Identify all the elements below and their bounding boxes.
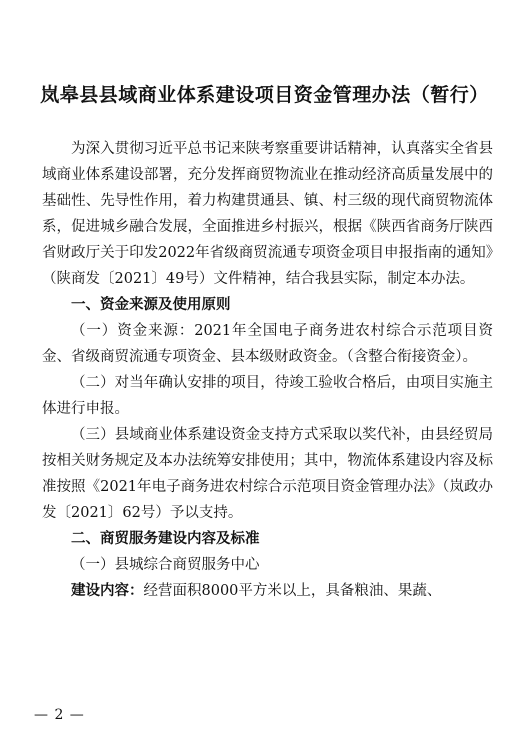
- section-1-item-3: （三）县域商业体系建设资金支持方式采取以奖代补，由县经贸局按相关财务规定及本办法统筹安排使用；其中，物流体系建设内容及标准按照《2021年电子商务进农村综合示范项目资金管理办法》（岚政办发〔2021〕62号）予以支持。: [42, 427, 493, 521]
- content-text: 经营面积8000平方米以上，具备粮油、果蔬、: [143, 583, 442, 599]
- section-2-heading: 二、商贸服务建设内容及标准: [71, 531, 260, 547]
- intro-paragraph: 为深入贯彻习近平总书记来陕考察重要讲话精神，认真落实全省县域商业体系建设部署，充分发挥商贸物流业在推动经济高质量发展中的基础性、先导性作用，着力构建贯通县、镇、村三级的现代商贸物流体系，促进城乡融合发展，全面推进乡村振兴，根据《陕西省商务厅陕西省财政厅关于印发2022年省级商贸流通专项资金项目申报指南的通知》（陕商发〔2021〕49号）文件精神，结合我县实际，制定本办法。: [42, 141, 493, 287]
- document-body: [42, 136, 493, 604]
- section-1-heading: 一、资金来源及使用原则: [71, 297, 231, 313]
- document-title: 岚皋县县域商业体系建设项目资金管理办法（暂行）: [40, 84, 489, 106]
- section-1-item-1: （一）资金来源：2021年全国电子商务进农村综合示范项目资金、省级商贸流通专项资金、县本级财政资金。（含整合衔接资金）。: [42, 323, 493, 365]
- section-1-item-2: （二）对当年确认安排的项目，待竣工验收合格后，由项目实施主体进行申报。: [42, 375, 493, 417]
- section-2-content: [42, 578, 493, 604]
- page-number: — 2 —: [34, 707, 85, 723]
- section-2-subheading: （一）县城综合商贸服务中心: [71, 557, 260, 573]
- content-lead-label: 建设内容：: [71, 583, 144, 599]
